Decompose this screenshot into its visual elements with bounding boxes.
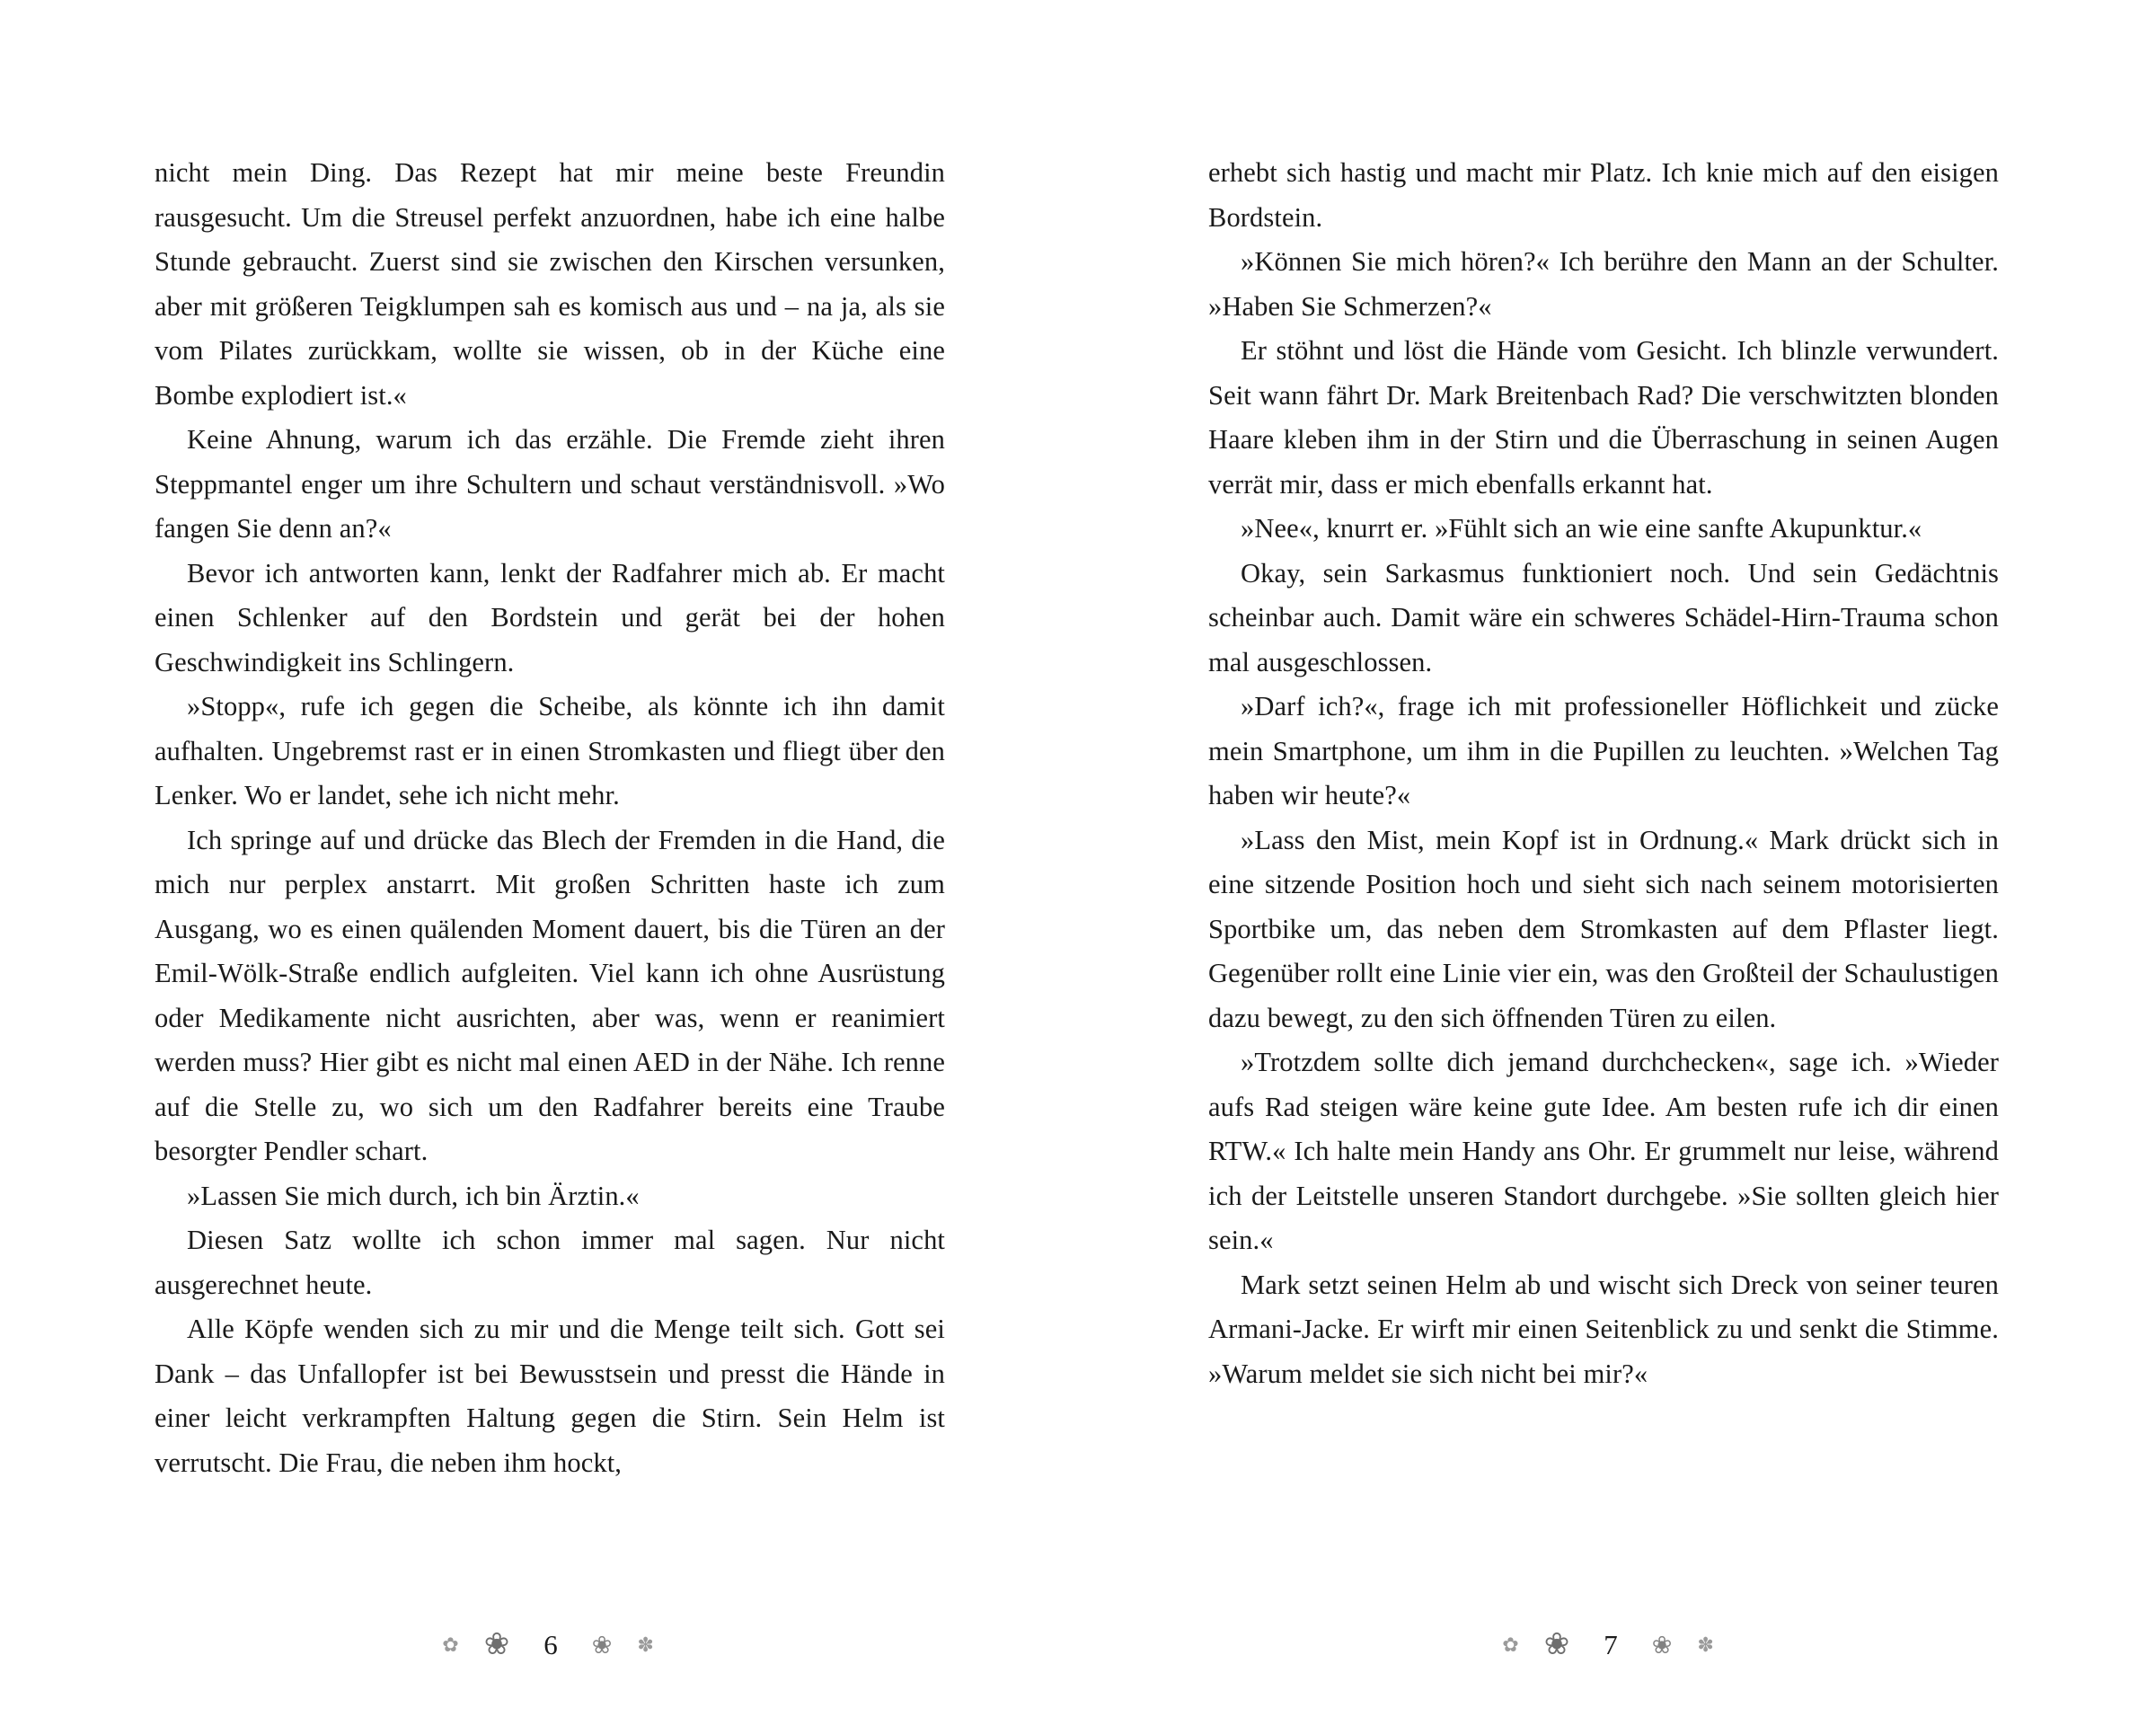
paragraph: Okay, sein Sarkasmus funktioniert noch. Und sein Gedächtnis scheinbar auch. Damit wäre ein schweres Schädel-Hirn-Trauma schon mal ausgeschlossen. xyxy=(1208,557,1999,677)
flower-ornament-icon: ❀ xyxy=(1651,1631,1673,1659)
flower-ornament-icon: ✽ xyxy=(1697,1633,1714,1656)
flower-ornament-icon: ❀ xyxy=(1543,1628,1570,1661)
flower-ornament-icon: ❀ xyxy=(591,1631,613,1659)
flower-ornament-icon: ✿ xyxy=(1502,1633,1519,1656)
left-page-folio xyxy=(341,1629,755,1661)
paragraph: »Lass den Mist, mein Kopf ist in Ordnung.« Mark drückt sich in eine sitzende Position hoch und sieht sich nach seinem motorisierten Sportbike um, das neben dem Stromkasten auf dem Pflaster liegt. Gegenüber rollt eine Linie vier ein, was den Großteil der Schaulustigen dazu bewegt, zu den sich öffnenden Türen zu eilen. xyxy=(1208,824,1999,1033)
paragraph: »Nee«, knurrt er. »Fühlt sich an wie eine sanfte Akupunktur.« xyxy=(1241,513,1922,544)
left-page-text-column xyxy=(155,151,945,1485)
paragraph: Diesen Satz wollte ich schon immer mal sagen. Nur nicht ausgerechnet heute. xyxy=(155,1225,945,1300)
paragraph: »Trotzdem sollte dich jemand durchchecken«, sage ich. »Wieder aufs Rad steigen wäre keine gute Idee. Am besten rufe ich dir einen RTW.« Ich halte mein Handy ans Ohr. Er grummelt nur leise, während ich der Leitstelle unseren Standort durchgebe. »Sie sollten gleich hier sein.« xyxy=(1208,1047,1999,1255)
paragraph: »Können Sie mich hören?« Ich berühre den Mann an der Schulter. »Haben Sie Schmerzen?« xyxy=(1208,246,1999,322)
page-number: 6 xyxy=(543,1629,558,1660)
flower-ornament-icon: ✿ xyxy=(442,1633,459,1656)
paragraph: Keine Ahnung, warum ich das erzähle. Die Fremde zieht ihren Steppmantel enger um ihre Schultern und schaut verständnisvoll. »Wo fangen Sie denn an?« xyxy=(155,424,945,544)
right-page-folio xyxy=(1401,1629,1815,1661)
paragraph: Bevor ich antworten kann, lenkt der Radfahrer mich ab. Er macht einen Schlenker auf den Bordstein und gerät bei der hohen Geschwindigkeit ins Schlingern. xyxy=(155,557,945,677)
paragraph: Alle Köpfe wenden sich zu mir und die Menge teilt sich. Gott sei Dank – das Unfallopfer ist bei Bewusstsein und presst die Hände in einer leicht verkrampften Haltung gegen die Stirn. Sein Helm ist verrutscht. Die Frau, die neben ihm hockt, xyxy=(155,1314,945,1478)
page-number: 7 xyxy=(1604,1629,1618,1660)
page-footer xyxy=(0,1582,2156,1717)
paragraph: »Stopp«, rufe ich gegen die Scheibe, als könnte ich ihn damit aufhalten. Ungebremst rast er in einen Stromkasten und fliegt über den Lenker. Wo er landet, sehe ich nicht mehr. xyxy=(155,691,945,810)
flower-ornament-icon: ❀ xyxy=(483,1628,510,1661)
flower-ornament-icon: ✽ xyxy=(637,1633,654,1656)
paragraph: nicht mein Ding. Das Rezept hat mir meine beste Freundin rausgesucht. Um die Streusel perfekt anzuordnen, habe ich eine halbe Stunde gebraucht. Zuerst sind sie zwischen den Kirschen versunken, aber mit größeren Teigklumpen sah es komisch aus und – na ja, als sie vom Pilates zurückkam, wollte sie wissen, ob in der Küche eine Bombe explodiert ist.« xyxy=(155,157,945,411)
paragraph: erhebt sich hastig und macht mir Platz. Ich knie mich auf den eisigen Bordstein. xyxy=(1208,157,1999,233)
paragraph: »Lassen Sie mich durch, ich bin Ärztin.« xyxy=(187,1180,640,1211)
right-page-text-column xyxy=(1208,151,1999,1485)
paragraph: Ich springe auf und drücke das Blech der Fremden in die Hand, die mich nur perplex anstarrt. Mit großen Schritten haste ich zum Ausgang, wo es einen quälenden Moment dauert, bis die Türen an der Emil-Wölk-Straße endlich aufgleiten. Viel kann ich ohne Ausrüstung oder Medikamente nicht ausrichten, aber was, wenn er reanimiert werden muss? Hier gibt es nicht mal einen AED in der Nähe. Ich renne auf die Stelle zu, wo sich um den Radfahrer bereits eine Traube besorgter Pendler schart. xyxy=(155,824,945,1166)
paragraph: Mark setzt seinen Helm ab und wischt sich Dreck von seiner teuren Armani-Jacke. Er wirft mir einen Seitenblick zu und senkt die Stimme. »Warum meldet sie sich nicht bei mir?« xyxy=(1208,1269,1999,1389)
paragraph: Er stöhnt und löst die Hände vom Gesicht. Ich blinzle verwundert. Seit wann fährt Dr. Mark Breitenbach Rad? Die verschwitzten blonden Haare kleben ihm in der Stirn und die Überraschung in seinen Augen verrät mir, dass er mich ebenfalls erkannt hat. xyxy=(1208,335,1999,500)
paragraph: »Darf ich?«, frage ich mit professioneller Höflichkeit und zücke mein Smartphone, um ihm in die Pupillen zu leuchten. »Welchen Tag haben wir heute?« xyxy=(1208,691,1999,810)
